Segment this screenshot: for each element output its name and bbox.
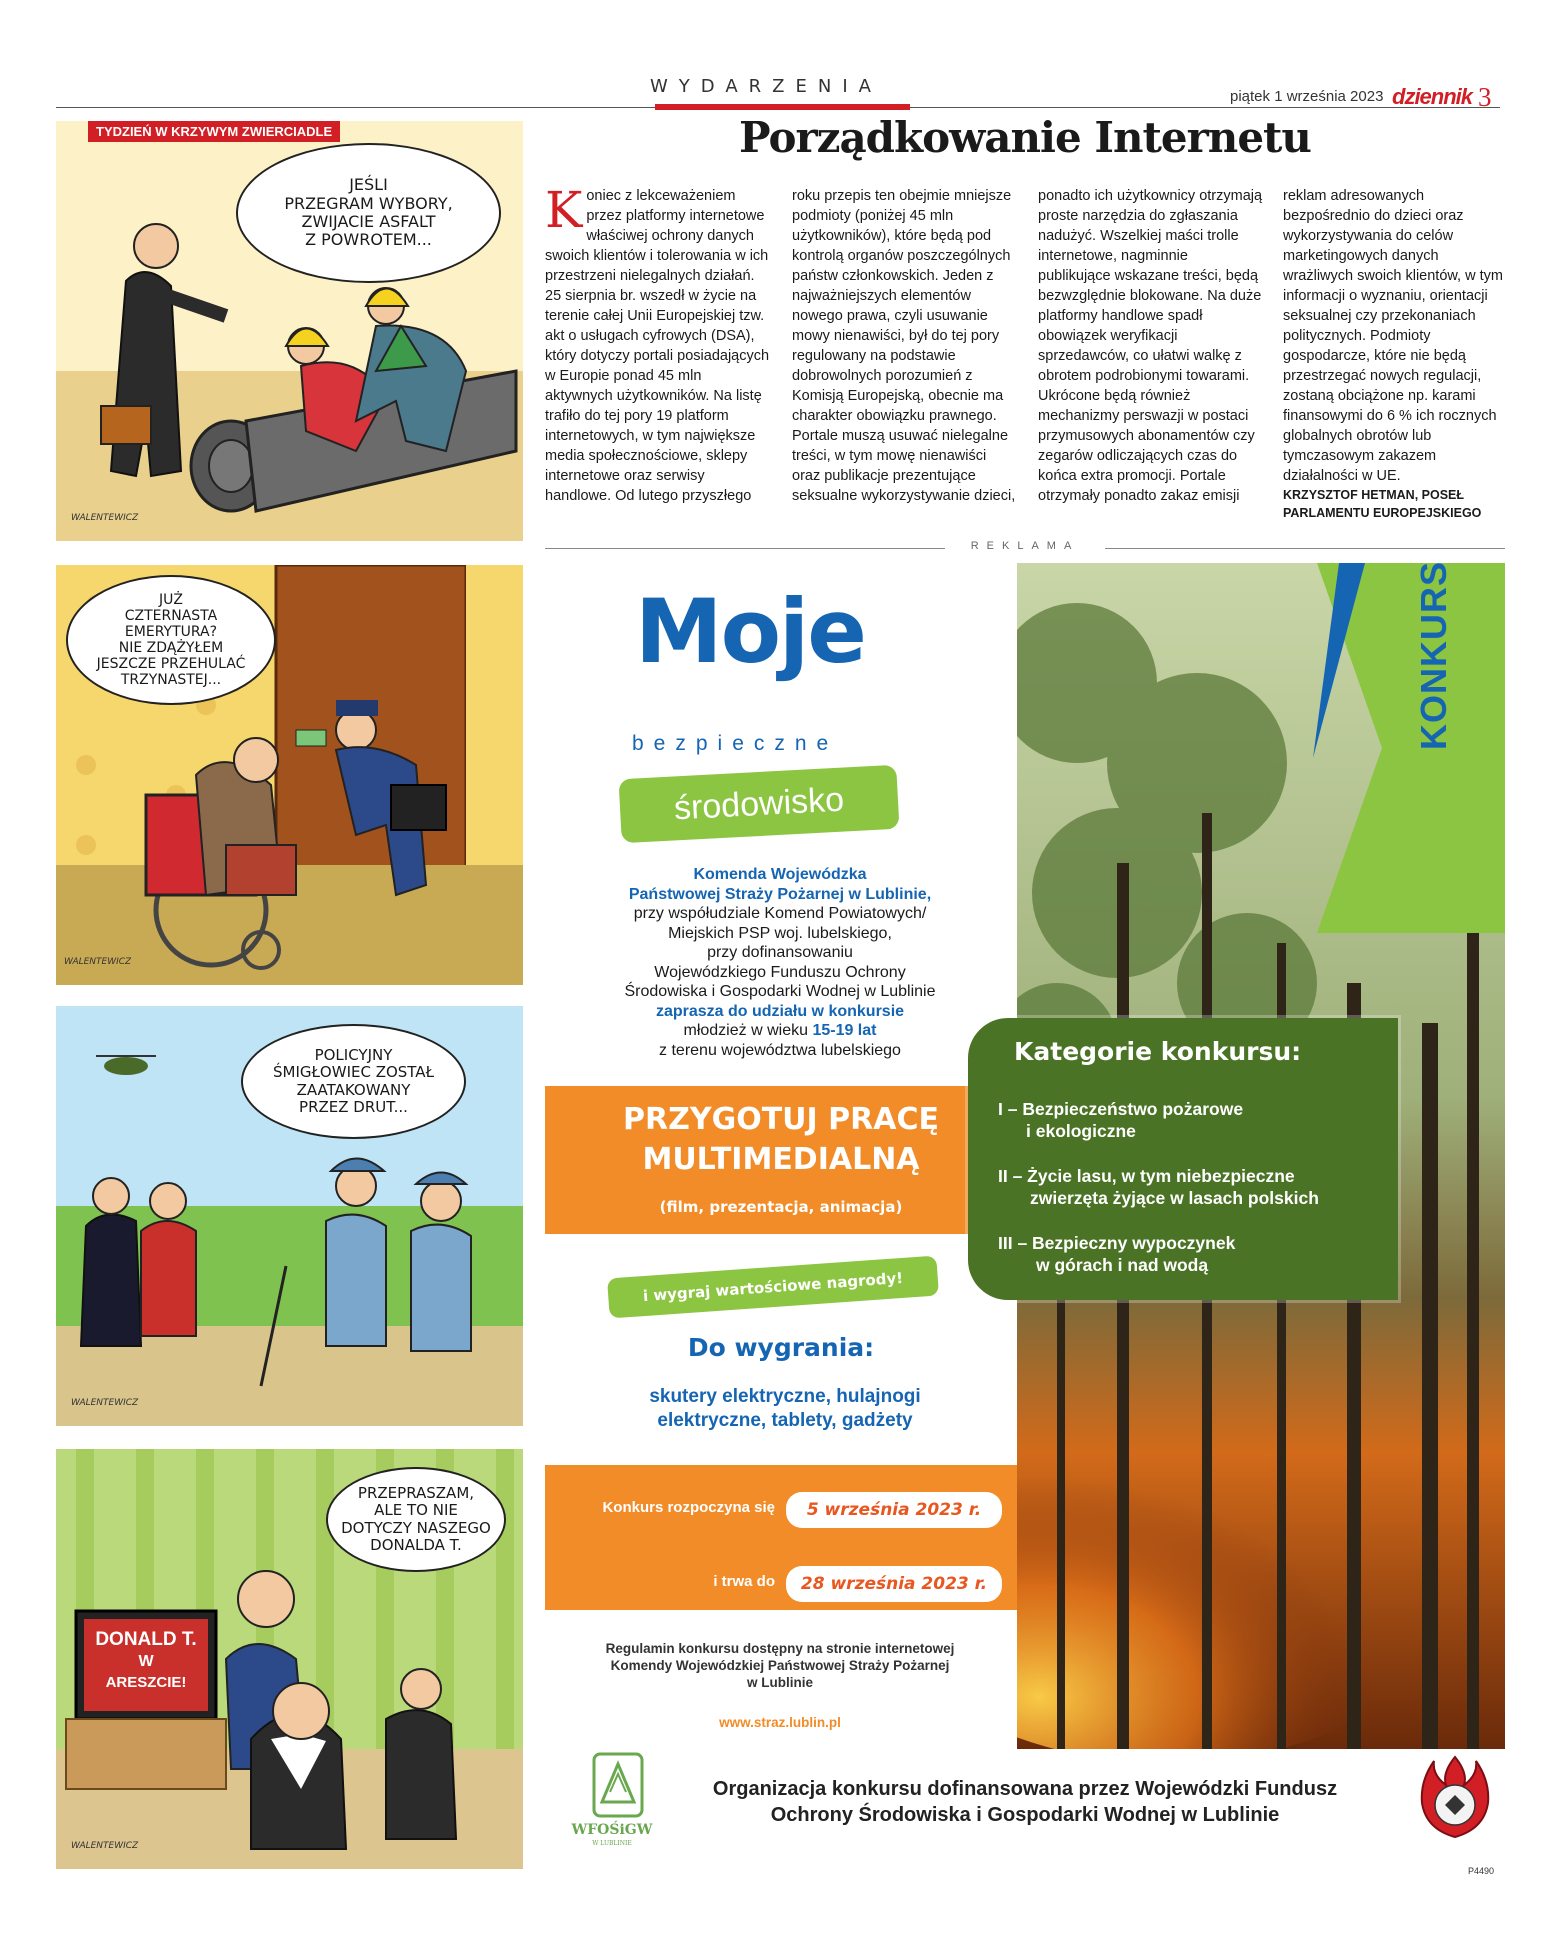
category-line: I – Bezpieczeństwo pożarowe <box>998 1099 1244 1119</box>
prizes-line: skutery elektryczne, hulajnogi <box>649 1386 921 1407</box>
tv-headline-1: DONALD T. <box>95 1629 197 1650</box>
speech-bubble: PRZEPRASZAM, ALE TO NIE DOTYCZY NASZEGO DONALDA T. <box>326 1467 506 1572</box>
dropcap: K <box>545 181 583 239</box>
invite-line: przy dofinansowaniu <box>707 944 853 961</box>
ad-prizes-title: Do wygrania: <box>687 1333 875 1362</box>
wfosigw-logo-subtext: W LUBLINIE <box>592 1840 632 1847</box>
start-label: Konkurs rozpoczyna się <box>602 1499 775 1516</box>
article-headline: Porządkowanie Internetu <box>739 113 1311 162</box>
category-line: II – Życie lasu, w tym niebezpieczne <box>998 1166 1295 1186</box>
ad-band-subtitle: (film, prezentacja, animacja) <box>659 1198 903 1216</box>
wfosigw-logo-text: WFOŚiGW <box>571 1822 653 1838</box>
article-byline: KRZYSZTOF HETMAN, POSEŁ PARLAMENTU EUROPEJSKIEGO <box>1283 488 1482 520</box>
article-text: oniec z lekceważeniem przez platformy internetowe właściwej ochrony danych swoich klientów i tolerowania w ich przestrzeni nielegalnych działań. 25 sierpnia br. wszedł w życie na terenie całej Unii Europejskiej tzw. akt o usługach cyfrowych (DSA), który dotyczy portali posiadających w Europie ponad 45 mln aktywnych użytkowników. Na listę trafiło do tej pory 19 platform internetowych, w tym największe media społecznościowe, sklepy internetowe oraz serwisy handlowe. Od lutego przyszłego <box>545 188 770 504</box>
category-item <box>998 1165 1319 1209</box>
prizes-line: elektryczne, tablety, gadżety <box>657 1410 913 1431</box>
category-item <box>998 1232 1235 1276</box>
article-text: roku przepis ten obejmie mniejsze podmioty (poniżej 45 mln użytkowników), które będą pod kontrolą organów poszczególnych państw członkowskich. Jeden z najważniejszych elementów nowego prawa, czyli usuwanie mowy nienawiści, był do tej pory regulowany na podstawie dobrowolnych porozumień z Komisją Europejską, obecnie ma charakter obowiązku prawnego. Portale muszą usuwać nielegalne treści, w tym mowę nienawiści oraz publikacje prezentujące seksualne wykorzystywanie dzieci, <box>792 188 1016 504</box>
invite-line: Wojewódzkiego Funduszu Ochrony <box>654 963 906 981</box>
artist-signature: WALENTEWICZ <box>64 957 132 967</box>
ad-website-link[interactable]: www.straz.lublin.pl <box>719 1715 841 1730</box>
article-column-2 <box>792 186 1017 506</box>
konkurs-badge: KONKURS <box>1413 560 1454 750</box>
artist-signature: WALENTEWICZ <box>71 513 139 523</box>
cartoon-donald <box>56 1449 523 1869</box>
artist-signature: WALENTEWICZ <box>71 1841 139 1851</box>
ad-invitation <box>560 865 1000 1060</box>
fire-service-emblem-icon <box>1418 1755 1492 1839</box>
invite-age: 15-19 lat <box>812 1022 877 1039</box>
band-title-line: MULTIMEDIALNĄ <box>642 1142 920 1177</box>
speech-bubble: JUŻ CZTERNASTA EMERYTURA? NIE ZDĄŻYŁEM JESZCZE PRZEHULAĆ TRZYNASTEJ... <box>66 575 276 705</box>
ad-label <box>545 540 1505 556</box>
ad-rules <box>560 1640 1000 1691</box>
series-label: TYDZIEŃ W KRZYWYM ZWIERCIADLE <box>88 121 340 142</box>
invite-organizer: Państwowej Straży Pożarnej w Lublinie, <box>628 885 932 903</box>
funding-line: Ochrony Środowiska i Gospodarki Wodnej w Lublinie <box>770 1804 1280 1826</box>
ad-brand-moje: Moje <box>635 580 865 683</box>
ad-funding-note <box>665 1776 1385 1828</box>
wfosigw-logo-icon <box>592 1752 644 1818</box>
ad-prizes-list <box>575 1385 995 1433</box>
invite-line: zaprasza do udziału w konkursie <box>655 1002 905 1020</box>
rules-line: Komendy Wojewódzkiej Państwowej Straży Pożarnej <box>610 1658 950 1673</box>
article-column-4 <box>1283 186 1508 522</box>
ad-label-text: REKLAMA <box>970 540 1080 552</box>
category-line: i ekologiczne <box>1026 1121 1136 1141</box>
speech-bubble: JEŚLI PRZEGRAM WYBORY, ZWIJACIE ASFALT Z POWROTEM... <box>236 143 501 283</box>
section-label: WYDARZENIA <box>650 76 882 97</box>
rules-line: Regulamin konkursu dostępny na stronie internetowej <box>605 1641 955 1656</box>
tv-headline-2: W <box>138 1653 154 1670</box>
categories-title: Kategorie konkursu: <box>1014 1037 1302 1066</box>
invite-line: Środowiska i Gospodarki Wodnej w Lublinie <box>624 983 936 1000</box>
invite-line <box>560 1021 1000 1041</box>
artist-signature: WALENTEWICZ <box>71 1398 139 1408</box>
ad-brand-bezpieczne: bezpieczne <box>632 732 839 755</box>
ad-code: P4490 <box>1468 1866 1495 1876</box>
cartoon-helicopter <box>56 1006 523 1426</box>
invite-age-prefix: młodzież w wieku <box>683 1022 813 1039</box>
page-number: 3 <box>1478 82 1492 112</box>
category-line: III – Bezpieczny wypoczynek <box>998 1233 1236 1253</box>
ad-band-title <box>545 1100 1017 1180</box>
band-title-line: PRZYGOTUJ PRACĘ <box>623 1102 939 1137</box>
issue-date: piątek 1 września 2023 <box>1230 88 1384 105</box>
cartoon-pension <box>56 565 523 985</box>
section-underline <box>655 104 910 110</box>
funding-line: Organizacja konkursu dofinansowana przez Wojewódzki Fundusz <box>712 1778 1338 1800</box>
rules-line: w Lublinie <box>747 1675 813 1690</box>
speech-bubble: POLICYJNY ŚMIGŁOWIEC ZOSTAŁ ZAATAKOWANY PRZEZ DRUT... <box>241 1024 466 1139</box>
article-text: reklam adresowanych bezpośrednio do dzieci oraz wykorzystywania do celów marketingowych danych wrażliwych swoich klientów, w tym informacji o wyznaniu, orientacji seksualnej czy przekonaniach politycznych. Podmioty gospodarcze, które nie będą przestrzegać nowych regulacji, zostaną obciążone np. karami finansowymi do 6 % ich rocznych globalnych obrotów lub tymczasowym zakazem działalności w UE. <box>1283 188 1503 484</box>
category-item <box>998 1098 1243 1142</box>
article-text: ponadto ich użytkownicy otrzymają proste narzędzia do zgłaszania nadużyć. Wszelkiej maści trolle internetowe, nagminnie publikujące wskazane treści, będą bezwzględnie blokowane. Na duże platformy handlowe spadł obowiązek weryfikacji sprzedawców, co ułatwi walkę z obrotem podrobionymi towarami. Ukrócone będą również mechanizmy perswazji w postaci przymusowych abonamentów czy zegarów odliczających czas do końca extra promocji. Portale otrzymały ponadto zakaz emisji <box>1038 188 1263 504</box>
article-column-1 <box>545 181 770 506</box>
invite-line: przy współudziale Komend Powiatowych/ <box>633 905 927 922</box>
invite-line: z terenu województwa lubelskiego <box>659 1041 901 1059</box>
invite-line: Miejskich PSP woj. lubelskiego, <box>668 924 892 942</box>
cartoon-asphalt <box>56 121 523 541</box>
article-column-3 <box>1038 186 1263 506</box>
tv-headline-3: ARESZCIE! <box>105 1674 187 1691</box>
invite-organizer: Komenda Wojewódzka <box>693 866 867 883</box>
category-line: zwierzęta żyjące w lasach polskich <box>1030 1188 1319 1208</box>
ad-brand-srodowisko: środowisko <box>619 765 900 843</box>
end-date: 28 września 2023 r. <box>786 1566 1002 1602</box>
end-label: i trwa do <box>713 1573 775 1590</box>
newspaper-logo[interactable]: dziennik <box>1392 84 1473 109</box>
ad-win-banner: i wygraj wartościowe nagrody! <box>607 1256 939 1319</box>
start-date: 5 września 2023 r. <box>786 1492 1002 1528</box>
category-line: w górach i nad wodą <box>1036 1255 1209 1275</box>
